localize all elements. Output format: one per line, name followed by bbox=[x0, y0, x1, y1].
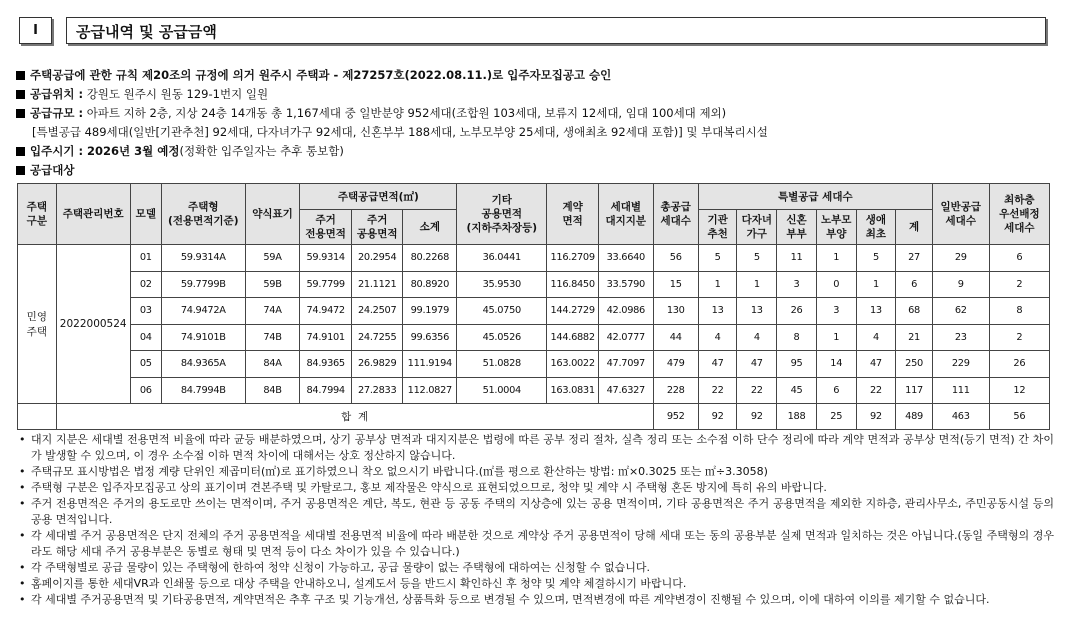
cell-exclusive: 74.9101 bbox=[300, 324, 352, 351]
cell-exclusive: 84.9365 bbox=[300, 351, 352, 378]
square-bullet-icon bbox=[16, 166, 25, 175]
cell-first-time: 13 bbox=[856, 298, 896, 325]
header-house-type: 주택형 (전용면적기준) bbox=[161, 184, 245, 245]
cell-newlywed: 45 bbox=[777, 377, 817, 404]
cell-general: 29 bbox=[932, 245, 989, 272]
total-general: 463 bbox=[932, 404, 989, 430]
cell-subtotal: 111.9194 bbox=[403, 351, 457, 378]
cell-general: 229 bbox=[932, 351, 989, 378]
cell-contract: 116.2709 bbox=[547, 245, 599, 272]
scale-line bbox=[16, 104, 1056, 123]
target-label: 공급대상 bbox=[30, 163, 75, 177]
cell-newlywed: 3 bbox=[777, 271, 817, 298]
cell-special-sum: 27 bbox=[896, 245, 933, 272]
scale-value: 아파트 지하 2층, 지상 24층 14개동 총 1,167세대 중 일반분양 952세대(조합원 103세대, 보류지 12세대, 임대 100세대 제외) bbox=[86, 106, 727, 120]
total-first-time: 92 bbox=[856, 404, 896, 430]
total-lowest: 56 bbox=[989, 404, 1049, 430]
table-row bbox=[18, 245, 1050, 272]
cell-elderly: 1 bbox=[816, 324, 856, 351]
note-item bbox=[19, 432, 1054, 464]
movein-label: 입주시기 : 2026년 3월 예정 bbox=[30, 144, 180, 158]
bullet-dot-icon: • bbox=[19, 497, 26, 510]
cell-multi-child: 13 bbox=[737, 298, 777, 325]
cell-first-time: 22 bbox=[856, 377, 896, 404]
cell-first-time: 1 bbox=[856, 271, 896, 298]
cell-model: 04 bbox=[130, 324, 161, 351]
header-house-group: 주택 구분 bbox=[18, 184, 57, 245]
cell-first-time: 47 bbox=[856, 351, 896, 378]
cell-type: 59.9314A bbox=[161, 245, 245, 272]
notes-list bbox=[19, 432, 1054, 608]
cell-total: 228 bbox=[653, 377, 698, 404]
note-text: 대지 지분은 세대별 전용면적 비율에 따라 균등 배분하였으며, 상기 공부상 면적과 대지지분은 법령에 따른 공부 정리 절차, 실측 정리 또는 소수점 이하 단수 정리에 따라 계약 면적과 공부상 면적(등기 면적) 간 차이가 발생할 수 있으며, 이 경우 소수점 이하 면적 차이에 대해서는 상호 정산하지 않습니다. bbox=[31, 433, 1054, 462]
cell-type: 74.9101B bbox=[161, 324, 245, 351]
totals-row bbox=[18, 404, 1050, 430]
location-label: 공급위치 : bbox=[30, 87, 84, 101]
cell-newlywed: 11 bbox=[777, 245, 817, 272]
cell-common: 21.1121 bbox=[351, 271, 403, 298]
header-total-units: 총공급 세대수 bbox=[653, 184, 698, 245]
note-item bbox=[19, 560, 1054, 576]
cell-common: 24.2507 bbox=[351, 298, 403, 325]
cell-special-sum: 21 bbox=[896, 324, 933, 351]
cell-multi-child: 4 bbox=[737, 324, 777, 351]
bullet-dot-icon: • bbox=[19, 577, 26, 590]
cell-subtotal: 80.2268 bbox=[403, 245, 457, 272]
cell-subtotal: 112.0827 bbox=[403, 377, 457, 404]
header-institution: 기관 추천 bbox=[698, 210, 737, 245]
cell-elderly: 3 bbox=[816, 298, 856, 325]
cell-land: 33.6640 bbox=[598, 245, 653, 272]
supply-info bbox=[16, 66, 1056, 180]
cell-model: 01 bbox=[130, 245, 161, 272]
cell-type: 74.9472A bbox=[161, 298, 245, 325]
cell-special-sum: 6 bbox=[896, 271, 933, 298]
cell-elderly: 0 bbox=[816, 271, 856, 298]
location-line bbox=[16, 85, 1056, 104]
cell-subtotal: 80.8920 bbox=[403, 271, 457, 298]
cell-other-common: 36.0441 bbox=[457, 245, 547, 272]
bullet-dot-icon: • bbox=[19, 593, 26, 606]
table-row bbox=[18, 271, 1050, 298]
cell-special-sum: 250 bbox=[896, 351, 933, 378]
header-contract-area: 계약 면적 bbox=[547, 184, 599, 245]
cell-total: 130 bbox=[653, 298, 698, 325]
cell-total: 479 bbox=[653, 351, 698, 378]
total-multi-child: 92 bbox=[737, 404, 777, 430]
cell-lowest: 8 bbox=[989, 298, 1049, 325]
cell-newlywed: 95 bbox=[777, 351, 817, 378]
header-subtotal: 소계 bbox=[403, 210, 457, 245]
header-general: 일반공급 세대수 bbox=[932, 184, 989, 245]
cell-short: 74B bbox=[245, 324, 300, 351]
cell-elderly: 14 bbox=[816, 351, 856, 378]
cell-general: 111 bbox=[932, 377, 989, 404]
cell-lowest: 2 bbox=[989, 271, 1049, 298]
scale-value-2: [특별공급 489세대(일반[기관추천] 92세대, 다자녀가구 92세대, 신혼부부 188세대, 노부모부양 25세대, 생애최초 92세대 포함)] 및 부대복리시설 bbox=[32, 125, 768, 139]
location-value: 강원도 원주시 원동 129-1번지 일원 bbox=[86, 87, 269, 101]
cell-total: 15 bbox=[653, 271, 698, 298]
cell-common: 26.9829 bbox=[351, 351, 403, 378]
cell-multi-child: 47 bbox=[737, 351, 777, 378]
total-newlywed: 188 bbox=[777, 404, 817, 430]
bullet-dot-icon: • bbox=[19, 561, 26, 574]
cell-institution: 13 bbox=[698, 298, 737, 325]
note-text: 홈페이지를 통한 세대VR과 인쇄물 등으로 대상 주택을 안내하오니, 설계도서 등을 반드시 확인하신 후 청약 및 계약 체결하시기 바랍니다. bbox=[31, 577, 687, 590]
cell-land: 47.7097 bbox=[598, 351, 653, 378]
cell-other-common: 45.0750 bbox=[457, 298, 547, 325]
cell-special-sum: 117 bbox=[896, 377, 933, 404]
cell-lowest: 2 bbox=[989, 324, 1049, 351]
header-special-group: 특별공급 세대수 bbox=[698, 184, 932, 210]
header-common: 주거 공용면적 bbox=[351, 210, 403, 245]
total-special-sum: 489 bbox=[896, 404, 933, 430]
bullet-dot-icon: • bbox=[19, 433, 26, 446]
cell-common: 27.2833 bbox=[351, 377, 403, 404]
note-item bbox=[19, 576, 1054, 592]
section-number: I bbox=[19, 17, 52, 44]
cell-multi-child: 1 bbox=[737, 271, 777, 298]
cell-subtotal: 99.6356 bbox=[403, 324, 457, 351]
note-text: 주거 전용면적은 주거의 용도로만 쓰이는 면적이며, 주거 공용면적은 계단, 복도, 현관 등 공동 주택의 지상층에 있는 공용 면적이며, 기타 공용면적은 주거 공용면적을 제외한 지하층, 관리사무소, 주민공동시설 등의 공용 면적입니다. bbox=[31, 497, 1054, 526]
movein-line bbox=[16, 142, 1056, 161]
note-item bbox=[19, 528, 1054, 560]
approval-text: 주택공급에 관한 규칙 제20조의 규정에 의거 원주시 주택과 - 제27257호(2022.08.11.)로 입주자모집공고 승인 bbox=[30, 68, 612, 82]
header-model: 모델 bbox=[130, 184, 161, 245]
cell-contract: 116.8450 bbox=[547, 271, 599, 298]
cell-total: 56 bbox=[653, 245, 698, 272]
cell-lowest: 26 bbox=[989, 351, 1049, 378]
header-land-share: 세대별 대지지분 bbox=[598, 184, 653, 245]
header-multi-child: 다자녀 가구 bbox=[737, 210, 777, 245]
cell-other-common: 35.9530 bbox=[457, 271, 547, 298]
section-title-box bbox=[66, 17, 1046, 44]
table-row bbox=[18, 298, 1050, 325]
cell-short: 74A bbox=[245, 298, 300, 325]
cell-lowest: 12 bbox=[989, 377, 1049, 404]
totals-blank bbox=[18, 404, 57, 430]
table-row bbox=[18, 351, 1050, 378]
cell-general: 62 bbox=[932, 298, 989, 325]
cell-institution: 5 bbox=[698, 245, 737, 272]
note-item bbox=[19, 480, 1054, 496]
cell-first-time: 5 bbox=[856, 245, 896, 272]
cell-type: 84.7994B bbox=[161, 377, 245, 404]
cell-general: 9 bbox=[932, 271, 989, 298]
cell-short: 84A bbox=[245, 351, 300, 378]
cell-land: 42.0777 bbox=[598, 324, 653, 351]
cell-exclusive: 59.9314 bbox=[300, 245, 352, 272]
cell-elderly: 6 bbox=[816, 377, 856, 404]
totals-label: 합 계 bbox=[56, 404, 653, 430]
header-first-time: 생애 최초 bbox=[856, 210, 896, 245]
cell-newlywed: 26 bbox=[777, 298, 817, 325]
cell-short: 84B bbox=[245, 377, 300, 404]
cell-contract: 163.0831 bbox=[547, 377, 599, 404]
cell-land: 42.0986 bbox=[598, 298, 653, 325]
note-item bbox=[19, 592, 1054, 608]
mgmt-no-value: 2022000524 bbox=[56, 245, 130, 404]
cell-model: 02 bbox=[130, 271, 161, 298]
cell-exclusive: 84.7994 bbox=[300, 377, 352, 404]
header-elderly: 노부모 부양 bbox=[816, 210, 856, 245]
header-short-label: 약식표기 bbox=[245, 184, 300, 245]
cell-institution: 47 bbox=[698, 351, 737, 378]
header-exclusive: 주거 전용면적 bbox=[300, 210, 352, 245]
note-text: 주택형 구분은 입주자모집공고 상의 표기이며 견본주택 및 카탈로그, 홍보 제작물은 약식으로 표현되었으므로, 청약 및 계약 시 주택형 혼돈 방지에 특히 유의 바랍니다. bbox=[31, 481, 827, 494]
cell-type: 59.7799B bbox=[161, 271, 245, 298]
cell-exclusive: 74.9472 bbox=[300, 298, 352, 325]
note-item bbox=[19, 464, 1054, 480]
cell-total: 44 bbox=[653, 324, 698, 351]
group-label: 민영 주택 bbox=[18, 245, 57, 404]
header-mgmt-no: 주택관리번호 bbox=[56, 184, 130, 245]
movein-note: (정확한 입주일자는 추후 통보함) bbox=[179, 144, 344, 158]
total-elderly: 25 bbox=[816, 404, 856, 430]
cell-exclusive: 59.7799 bbox=[300, 271, 352, 298]
cell-contract: 144.2729 bbox=[547, 298, 599, 325]
header-lowest-floor: 최하층 우선배정 세대수 bbox=[989, 184, 1049, 245]
cell-type: 84.9365A bbox=[161, 351, 245, 378]
cell-institution: 4 bbox=[698, 324, 737, 351]
note-text: 각 세대별 주거공용면적 및 기타공용면적, 계약면적은 추후 구조 및 기능개선, 상품특화 등으로 변경될 수 있으며, 면적변경에 따른 계약변경이 진행될 수 있으며, 이에 대하여 이의를 제기할 수 없습니다. bbox=[31, 593, 990, 606]
cell-common: 20.2954 bbox=[351, 245, 403, 272]
section-title: 공급내역 및 공급금액 bbox=[76, 23, 217, 41]
cell-contract: 144.6882 bbox=[547, 324, 599, 351]
cell-subtotal: 99.1979 bbox=[403, 298, 457, 325]
bullet-dot-icon: • bbox=[19, 481, 26, 494]
cell-multi-child: 5 bbox=[737, 245, 777, 272]
table-row bbox=[18, 324, 1050, 351]
cell-short: 59A bbox=[245, 245, 300, 272]
header-area-group: 주택공급면적(㎡) bbox=[300, 184, 457, 210]
note-text: 각 세대별 주거 공용면적은 단지 전체의 주거 공용면적을 세대별 전용면적 비율에 따라 배분한 것으로 계약상 주거 공용면적이 당해 세대 또는 동의 공용부분 실제 면적과 일치하는 것은 아닙니다.(동일 주택형의 경우라도 해당 세대 주거 공용부분은 동별로 형태 및 면적 등이 다소 차이가 있을 수 있습니다.) bbox=[31, 529, 1054, 558]
header-other-common: 기타 공용면적 (지하주차장등) bbox=[457, 184, 547, 245]
cell-short: 59B bbox=[245, 271, 300, 298]
square-bullet-icon bbox=[16, 109, 25, 118]
cell-model: 06 bbox=[130, 377, 161, 404]
cell-common: 24.7255 bbox=[351, 324, 403, 351]
cell-special-sum: 68 bbox=[896, 298, 933, 325]
bullet-dot-icon: • bbox=[19, 529, 26, 542]
total-institution: 92 bbox=[698, 404, 737, 430]
scale-line-2 bbox=[16, 123, 1056, 142]
cell-first-time: 4 bbox=[856, 324, 896, 351]
bullet-dot-icon: • bbox=[19, 465, 26, 478]
total-units: 952 bbox=[653, 404, 698, 430]
cell-other-common: 51.0828 bbox=[457, 351, 547, 378]
supply-table bbox=[17, 183, 1050, 430]
cell-lowest: 6 bbox=[989, 245, 1049, 272]
square-bullet-icon bbox=[16, 147, 25, 156]
cell-institution: 22 bbox=[698, 377, 737, 404]
header-special-sum: 계 bbox=[896, 210, 933, 245]
square-bullet-icon bbox=[16, 71, 25, 80]
cell-land: 47.6327 bbox=[598, 377, 653, 404]
cell-other-common: 45.0526 bbox=[457, 324, 547, 351]
cell-other-common: 51.0004 bbox=[457, 377, 547, 404]
cell-general: 23 bbox=[932, 324, 989, 351]
cell-model: 03 bbox=[130, 298, 161, 325]
cell-model: 05 bbox=[130, 351, 161, 378]
cell-newlywed: 8 bbox=[777, 324, 817, 351]
header-newlywed: 신혼 부부 bbox=[777, 210, 817, 245]
approval-line bbox=[16, 66, 1056, 85]
note-item bbox=[19, 496, 1054, 528]
note-text: 각 주택형별로 공급 물량이 있는 주택형에 한하여 청약 신청이 가능하고, 공급 물량이 없는 주택형에 대하여는 신청할 수 없습니다. bbox=[31, 561, 650, 574]
square-bullet-icon bbox=[16, 90, 25, 99]
cell-contract: 163.0022 bbox=[547, 351, 599, 378]
table-row bbox=[18, 377, 1050, 404]
section-header bbox=[19, 17, 1045, 44]
target-line bbox=[16, 161, 1056, 180]
cell-elderly: 1 bbox=[816, 245, 856, 272]
cell-land: 33.5790 bbox=[598, 271, 653, 298]
cell-institution: 1 bbox=[698, 271, 737, 298]
note-text: 주택규모 표시방법은 법정 계량 단위인 제곱미터(㎡)로 표기하였으니 착오 없으시기 바랍니다.(㎡를 평으로 환산하는 방법: ㎡×0.3025 또는 ㎡÷3.3058) bbox=[31, 465, 768, 478]
cell-multi-child: 22 bbox=[737, 377, 777, 404]
scale-label: 공급규모 : bbox=[30, 106, 84, 120]
